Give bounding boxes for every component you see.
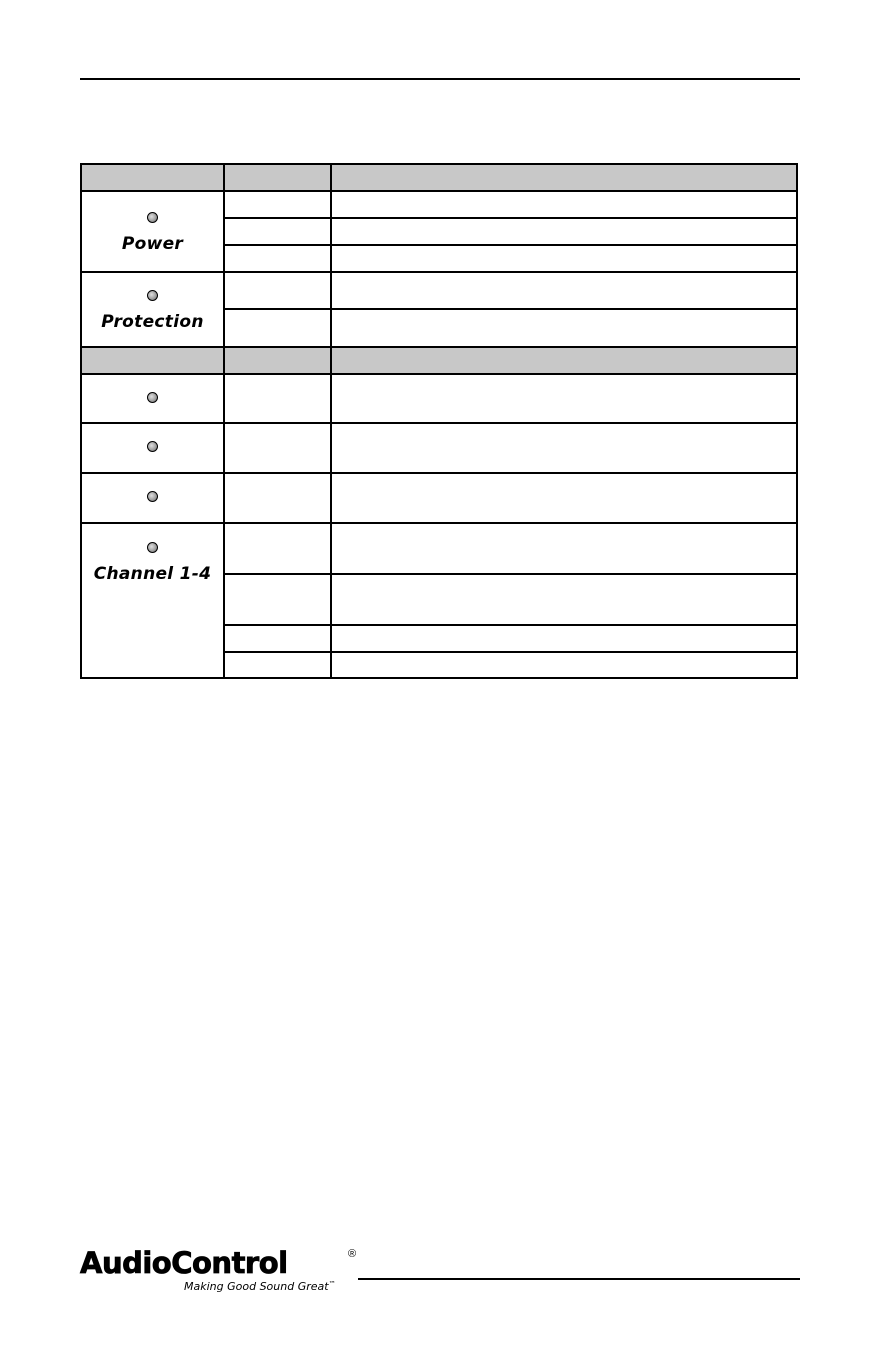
tagline-text: Making Good Sound Great xyxy=(184,1280,329,1293)
table-cell xyxy=(331,423,797,473)
table-cell xyxy=(224,191,331,218)
logo-wordmark: AudioControl xyxy=(80,1246,288,1280)
table-cell xyxy=(331,374,797,423)
footer-rule xyxy=(358,1278,800,1280)
channel-led-cell xyxy=(81,523,224,678)
table-cell xyxy=(224,523,331,574)
led-cell xyxy=(81,473,224,523)
header-cell xyxy=(224,164,331,191)
table-cell xyxy=(331,473,797,523)
top-rule xyxy=(80,78,800,80)
table-row xyxy=(81,423,797,473)
protection-led-cell xyxy=(81,272,224,347)
header-cell xyxy=(81,164,224,191)
protection-led-label: Protection xyxy=(101,311,204,332)
table-cell xyxy=(224,272,331,309)
table-row xyxy=(81,272,797,309)
table-header-row xyxy=(81,164,797,191)
table-cell xyxy=(224,652,331,678)
table-row xyxy=(81,374,797,423)
table-cell xyxy=(331,652,797,678)
logo-tagline xyxy=(184,1280,336,1293)
led-indicator-table xyxy=(80,163,798,679)
table-cell xyxy=(331,245,797,272)
table-cell xyxy=(224,473,331,523)
channel-led-icon xyxy=(147,542,158,553)
table-cell xyxy=(331,625,797,652)
table-cell xyxy=(224,309,331,347)
power-led-cell xyxy=(81,191,224,272)
table-cell xyxy=(331,309,797,347)
channel-led-label: Channel 1-4 xyxy=(93,564,212,584)
trademark-mark: ™ xyxy=(328,1280,336,1288)
table-row xyxy=(81,473,797,523)
header-cell xyxy=(331,347,797,374)
table-subheader-row xyxy=(81,347,797,374)
table-cell xyxy=(224,374,331,423)
header-cell xyxy=(81,347,224,374)
led-icon xyxy=(147,491,158,502)
protection-led-icon xyxy=(147,290,158,301)
led-cell xyxy=(81,423,224,473)
registered-mark: ® xyxy=(348,1248,357,1260)
table-cell xyxy=(331,191,797,218)
table-cell xyxy=(331,272,797,309)
power-led-icon xyxy=(147,212,158,223)
table-cell xyxy=(331,218,797,245)
table-cell xyxy=(224,574,331,625)
table-row xyxy=(81,191,797,218)
table-cell xyxy=(224,218,331,245)
table-cell xyxy=(331,574,797,625)
table-cell xyxy=(224,245,331,272)
header-cell xyxy=(331,164,797,191)
table-row xyxy=(81,523,797,574)
led-icon xyxy=(147,441,158,452)
table-cell xyxy=(224,625,331,652)
led-icon xyxy=(147,392,158,403)
power-led-label: Power xyxy=(121,233,184,254)
table-cell xyxy=(224,423,331,473)
header-cell xyxy=(224,347,331,374)
led-cell xyxy=(81,374,224,423)
audiocontrol-logo xyxy=(80,1246,360,1296)
table-cell xyxy=(331,523,797,574)
